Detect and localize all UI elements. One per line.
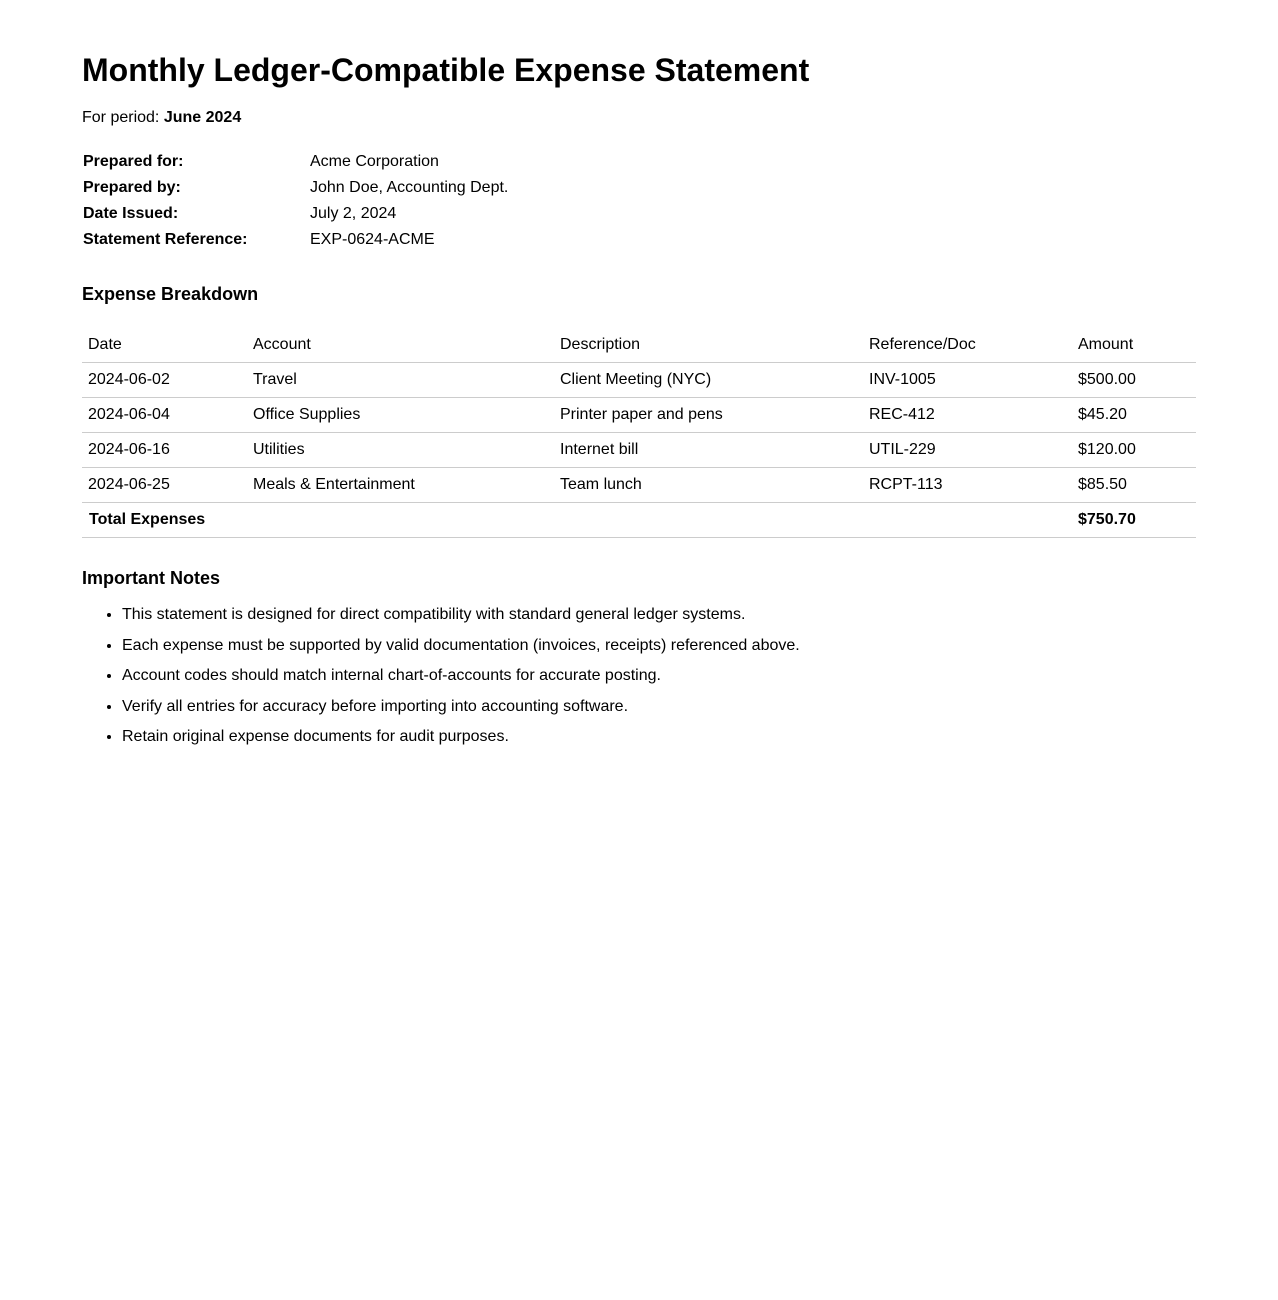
column-header-date: Date <box>82 328 247 363</box>
cell-account: Travel <box>247 363 554 398</box>
cell-amount: $85.50 <box>1072 468 1196 503</box>
cell-account: Office Supplies <box>247 398 554 433</box>
period-value: June 2024 <box>163 109 242 126</box>
expense-breakdown-heading: Expense Breakdown <box>82 284 259 304</box>
page-title: Monthly Ledger-Compatible Expense Statement <box>82 52 810 88</box>
cell-amount: $500.00 <box>1072 363 1196 398</box>
total-label: Total Expenses <box>82 503 1072 538</box>
meta-row <box>82 201 508 227</box>
list-item: • Retain original expense documents for audit purposes. <box>122 722 800 753</box>
period-line <box>82 108 241 127</box>
meta-label: Date Issued: <box>83 205 179 222</box>
column-header-amount: Amount <box>1072 328 1196 363</box>
meta-label: Prepared for: <box>83 153 184 170</box>
cell-date: 2024-06-04 <box>82 398 247 433</box>
table-row <box>82 468 1196 503</box>
list-item: • Account codes should match internal chart-of-accounts for accurate posting. <box>122 661 800 692</box>
cell-description: Printer paper and pens <box>554 398 863 433</box>
total-row <box>82 503 1196 538</box>
notes-list <box>82 600 800 753</box>
meta-value: July 2, 2024 <box>310 205 397 222</box>
meta-label: Statement Reference: <box>83 231 248 248</box>
meta-row <box>82 175 508 201</box>
meta-value: EXP-0624-ACME <box>310 231 435 248</box>
cell-description: Client Meeting (NYC) <box>554 363 863 398</box>
list-item: • Each expense must be supported by valid documentation (invoices, receipts) referenced above. <box>122 631 800 662</box>
cell-account: Meals & Entertainment <box>247 468 554 503</box>
meta-row <box>82 227 508 253</box>
cell-description: Internet bill <box>554 433 863 468</box>
cell-reference: INV-1005 <box>863 363 1072 398</box>
table-row <box>82 398 1196 433</box>
cell-reference: UTIL-229 <box>863 433 1072 468</box>
cell-amount: $45.20 <box>1072 398 1196 433</box>
statement-meta-table <box>82 149 508 253</box>
list-item: • This statement is designed for direct compatibility with standard general ledger systems. <box>122 600 800 631</box>
cell-reference: RCPT-113 <box>863 468 1072 503</box>
cell-amount: $120.00 <box>1072 433 1196 468</box>
meta-value: John Doe, Accounting Dept. <box>310 179 509 196</box>
cell-date: 2024-06-02 <box>82 363 247 398</box>
table-row <box>82 363 1196 398</box>
cell-date: 2024-06-16 <box>82 433 247 468</box>
list-item: • Verify all entries for accuracy before importing into accounting software. <box>122 692 800 723</box>
important-notes-heading: Important Notes <box>82 568 221 588</box>
expense-table <box>82 328 1196 538</box>
column-header-description: Description <box>554 328 863 363</box>
cell-date: 2024-06-25 <box>82 468 247 503</box>
table-header-row <box>82 328 1196 363</box>
total-amount: $750.70 <box>1072 503 1196 538</box>
cell-reference: REC-412 <box>863 398 1072 433</box>
cell-description: Team lunch <box>554 468 863 503</box>
table-row <box>82 433 1196 468</box>
meta-value: Acme Corporation <box>310 153 439 170</box>
period-label: For period: <box>82 109 160 126</box>
cell-account: Utilities <box>247 433 554 468</box>
meta-label: Prepared by: <box>83 179 181 196</box>
meta-row <box>82 149 508 175</box>
column-header-account: Account <box>247 328 554 363</box>
column-header-reference: Reference/Doc <box>863 328 1072 363</box>
